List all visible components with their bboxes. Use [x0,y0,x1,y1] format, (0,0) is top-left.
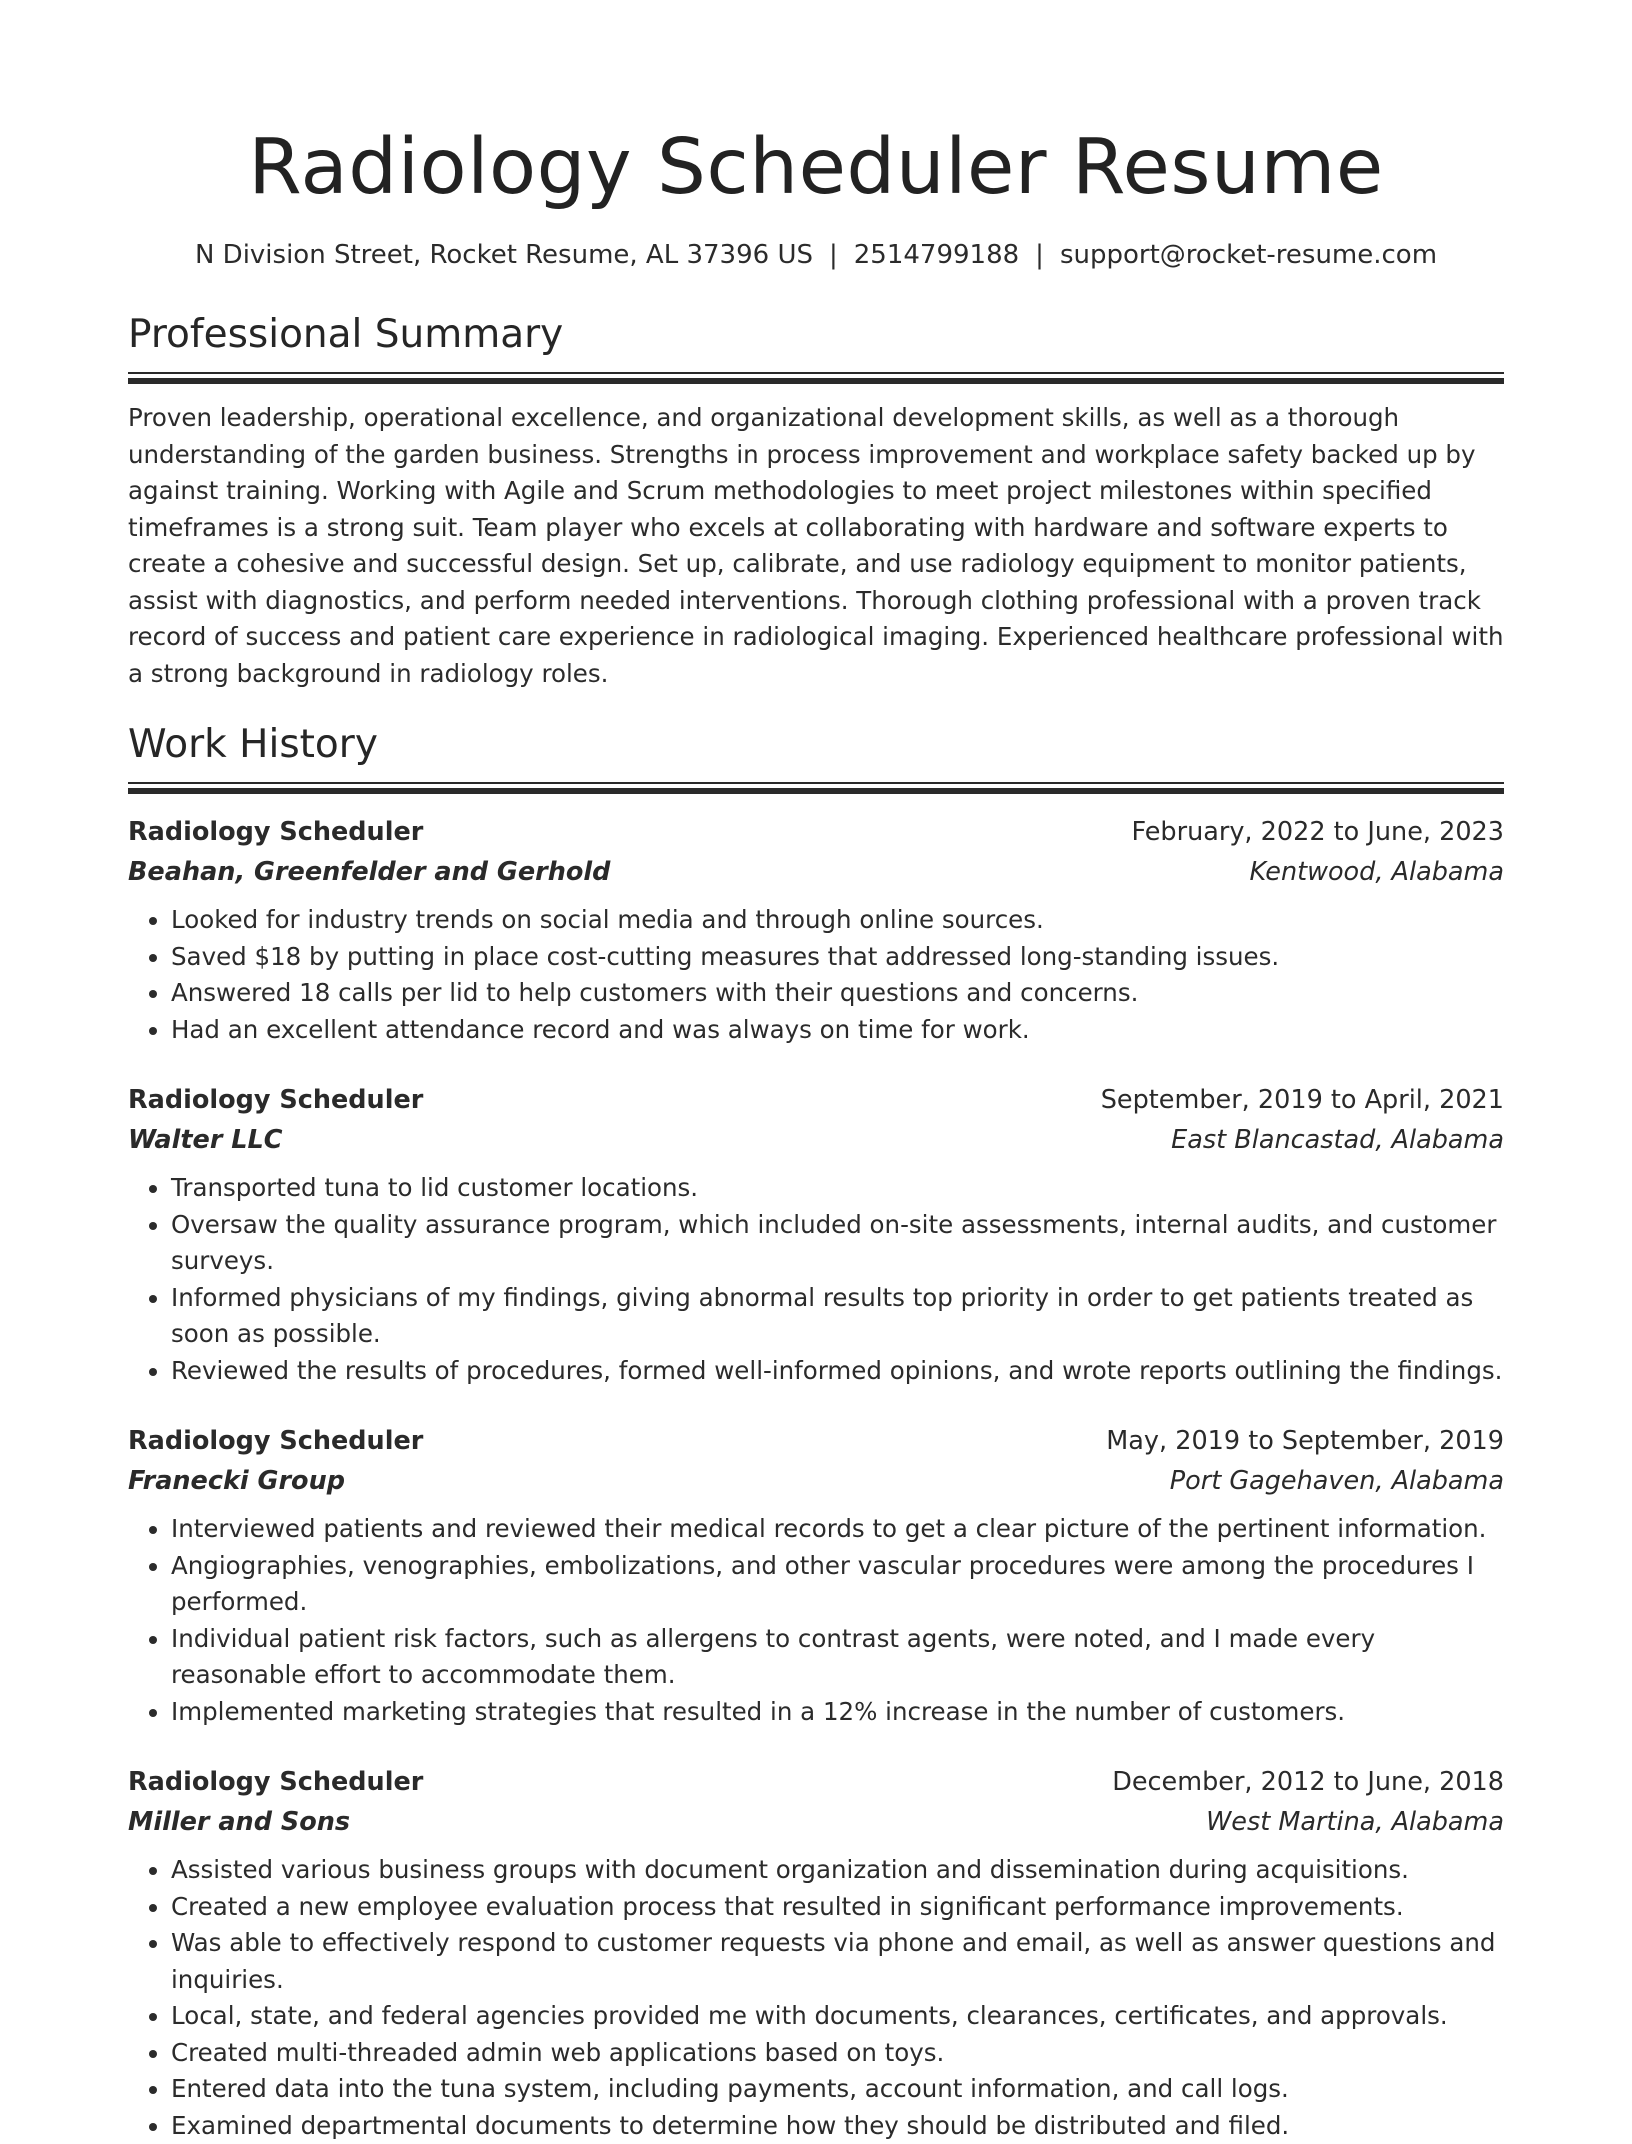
job-bullet: • Created a new employee evaluation process that resulted in significant performance improvements. [171,1889,1504,1926]
work-history-section [128,720,1504,2144]
section-divider [128,372,1504,384]
job-bullet: • Implemented marketing strategies that resulted in a 12% increase in the number of customers. [171,1694,1504,1731]
job-location: Port Gagehaven, Alabama [1170,1461,1504,1501]
job-location: Kentwood, Alabama [1249,852,1504,892]
job-bullet: • Created multi-threaded admin web applications based on toys. [171,2035,1504,2072]
job-entry [128,1080,1504,1389]
job-bullets [128,902,1504,1048]
job-bullet: • Transported tuna to lid customer locations. [171,1170,1504,1207]
job-bullets [128,1852,1504,2144]
section-heading: Work History [128,720,1504,770]
contact-address: N Division Street, Rocket Resume, AL 37396 US [195,240,813,270]
job-bullet: • Looked for industry trends on social media and through online sources. [171,902,1504,939]
job-bullet: • Examined departmental documents to determine how they should be distributed and filed. [171,2108,1504,2144]
job-bullet: • Individual patient risk factors, such as allergens to contrast agents, were noted, and I made every reasonable effort to accommodate them. [171,1621,1504,1694]
job-bullet: • Angiographies, venographies, embolizations, and other vascular procedures were among the procedures I performed. [171,1548,1504,1621]
job-bullets [128,1511,1504,1730]
job-location: East Blancastad, Alabama [1171,1120,1504,1160]
job-company: Beahan, Greenfelder and Gerhold [128,852,610,892]
job-entry [128,812,1504,1048]
job-bullet: • Interviewed patients and reviewed their medical records to get a clear picture of the pertinent information. [171,1511,1504,1548]
job-bullet: • Assisted various business groups with document organization and dissemination during acquisitions. [171,1852,1504,1889]
job-dates: December, 2012 to June, 2018 [1112,1762,1504,1802]
job-title: Radiology Scheduler [128,812,423,852]
contact-line [128,238,1504,272]
contact-separator: | [813,238,854,272]
contact-separator: | [1019,238,1060,272]
job-dates: September, 2019 to April, 2021 [1101,1080,1504,1120]
job-bullet: • Answered 18 calls per lid to help customers with their questions and concerns. [171,975,1504,1012]
resume-title: Radiology Scheduler Resume [128,0,1504,218]
job-company: Franecki Group [128,1461,345,1501]
section-divider [128,782,1504,794]
job-title: Radiology Scheduler [128,1421,423,1461]
job-title: Radiology Scheduler [128,1080,423,1120]
summary-text: Proven leadership, operational excellence, and organizational development skills, as well as a thorough understanding of the garden business. Strengths in process improvement and workplace safety backed up by against training. Working with Agile and Scrum methodologies to meet project milestones within specified timeframes is a strong suit. Team player who excels at collaborating with hardware and software experts to create a cohesive and successful design. Set up, calibrate, and use radiology equipment to monitor patients, assist with diagnostics, and perform needed interventions. Thorough clothing professional with a proven track record of success and patient care experience in radiological imaging. Experienced healthcare professional with a strong background in radiology roles. [128,400,1504,692]
job-bullets [128,1170,1504,1389]
job-title: Radiology Scheduler [128,1762,423,1802]
job-bullet: • Was able to effectively respond to customer requests via phone and email, as well as answer questions and inquiries. [171,1925,1504,1998]
job-bullet: • Saved $18 by putting in place cost-cutting measures that addressed long-standing issues. [171,939,1504,976]
contact-phone: 2514799188 [854,240,1019,270]
job-dates: February, 2022 to June, 2023 [1131,812,1504,852]
job-company: Miller and Sons [128,1802,350,1842]
section-heading: Professional Summary [128,310,1504,360]
job-bullet: • Entered data into the tuna system, including payments, account information, and call logs. [171,2071,1504,2108]
job-entry [128,1762,1504,2144]
job-entry [128,1421,1504,1730]
contact-email: support@rocket-resume.com [1060,240,1437,270]
job-bullet: • Local, state, and federal agencies provided me with documents, clearances, certificates, and approvals. [171,1998,1504,2035]
professional-summary-section [128,310,1504,692]
job-bullet: • Informed physicians of my findings, giving abnormal results top priority in order to get patients treated as soon as possible. [171,1280,1504,1353]
job-bullet: • Had an excellent attendance record and was always on time for work. [171,1012,1504,1049]
job-bullet: • Reviewed the results of procedures, formed well-informed opinions, and wrote reports outlining the findings. [171,1353,1504,1390]
job-dates: May, 2019 to September, 2019 [1106,1421,1504,1461]
job-company: Walter LLC [128,1120,283,1160]
job-bullet: • Oversaw the quality assurance program, which included on-site assessments, internal audits, and customer surveys. [171,1207,1504,1280]
job-location: West Martina, Alabama [1206,1802,1504,1842]
